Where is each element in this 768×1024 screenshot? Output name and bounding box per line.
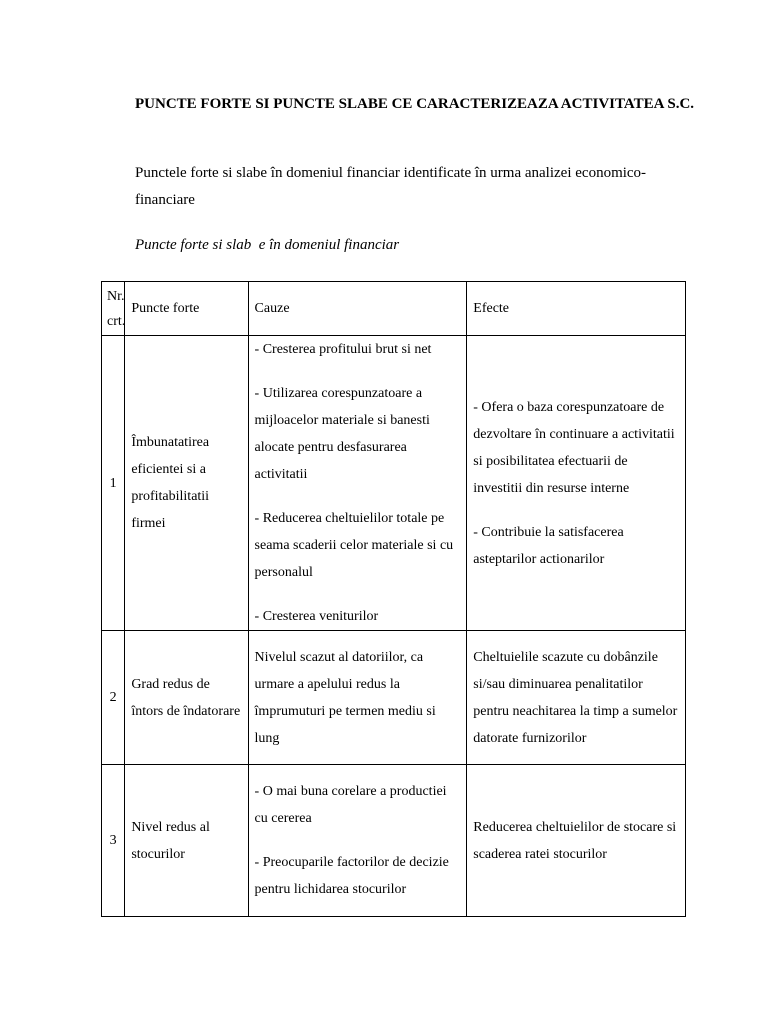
header-nr: Nr. crt. (102, 282, 125, 336)
cause-item: - Cresterea veniturilor (254, 609, 379, 624)
table-caption: Puncte forte si slab e în domeniul financiar (135, 237, 400, 253)
strengths-table (101, 281, 686, 917)
row-strength: Grad redus de întors de îndatorare (125, 631, 248, 765)
row-strength: Nivel redus al stocurilor (125, 765, 248, 917)
effect-item: Reducerea cheltuielilor de stocare si scaderea ratei stocurilor (473, 819, 677, 862)
effect-item: - Contribuie la satisfacerea asteptarilor actionarilor (473, 524, 624, 567)
intro-paragraph: Punctele forte si slabe în domeniul financiar identificate în urma analizei economico-financiare (135, 165, 647, 208)
effect-item: - Ofera o baza corespunzatoare de dezvoltare în continuare a activitatii si posibilitatea efectuarii de investitii din resurse interne (473, 399, 675, 496)
header-efecte: Efecte (467, 282, 686, 336)
cause-item: - O mai buna corelare a productiei cu cererea (254, 784, 447, 826)
row-causes (248, 631, 467, 765)
row-number: 1 (102, 336, 125, 631)
cause-item: - Utilizarea corespunzatoare a mijloacelor materiale si banesti alocate pentru desfasurarea activitatii (254, 386, 430, 482)
row-effects (467, 765, 686, 917)
header-puncte-forte: Puncte forte (125, 282, 248, 336)
row-causes (248, 765, 467, 917)
table-row (102, 336, 686, 631)
header-cauze: Cauze (248, 282, 467, 336)
row-number: 2 (102, 631, 125, 765)
row-number: 3 (102, 765, 125, 917)
row-effects (467, 336, 686, 631)
row-causes (248, 336, 467, 631)
cause-item: - Cresterea profitului brut si net (254, 342, 432, 357)
table-header-row (102, 282, 686, 336)
row-effects (467, 631, 686, 765)
cause-item: Nivelul scazut al datoriilor, ca urmare a apelului redus la împrumuturi pe termen mediu si lung (254, 649, 436, 746)
document-title: PUNCTE FORTE SI PUNCTE SLABE CE CARACTERIZEAZA ACTIVITATEA S.C. (135, 96, 695, 112)
cause-item: - Preocuparile factorilor de decizie pentru lichidarea stocurilor (254, 855, 449, 897)
cause-item: - Reducerea cheltuielilor totale pe seama scaderii celor materiale si cu personalul (254, 511, 454, 580)
effect-item: Cheltuielile scazute cu dobânzile si/sau diminuarea penalitatilor pentru neachitarea la timp a sumelor datorate furnizorilor (473, 649, 678, 746)
table-row (102, 765, 686, 917)
row-strength: Îmbunatatirea eficientei si a profitabilitatii firmei (125, 336, 248, 631)
table-row (102, 631, 686, 765)
